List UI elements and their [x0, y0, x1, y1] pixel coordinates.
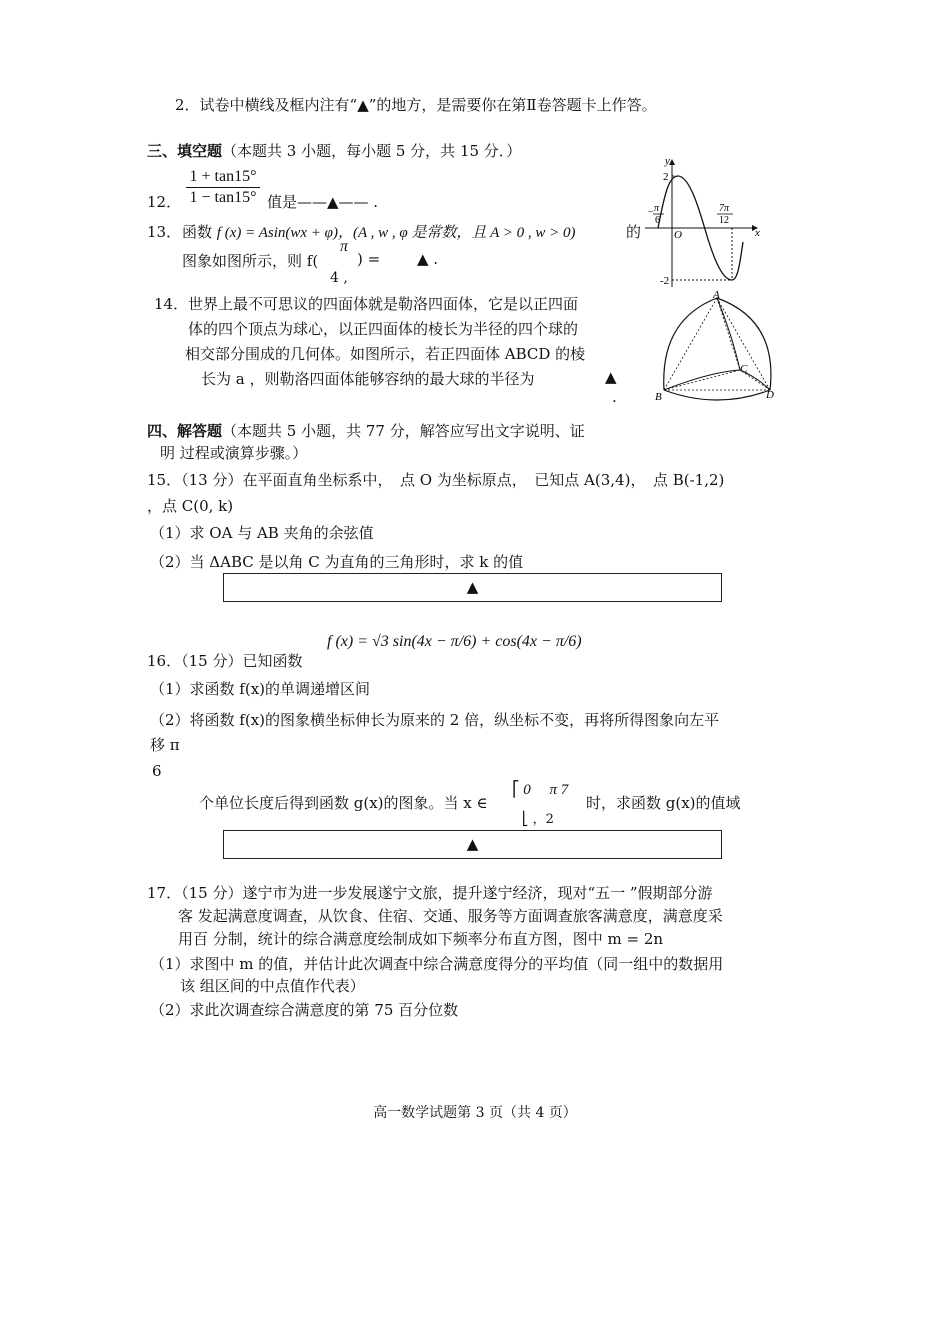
- q16-formula: f (x) = √3 sin(4x − π/6) + cos(4x − π/6): [327, 633, 582, 650]
- reuleaux-tetrahedron-figure: [650, 290, 785, 405]
- q12-numerator: 1 + tan15°: [186, 168, 260, 188]
- sine-graph: [645, 152, 765, 292]
- q16-part2-line3: 个单位长度后得到函数 g(x)的图象。当 x ∈: [199, 794, 488, 812]
- graph-neg-sign: −: [648, 207, 654, 218]
- q13-frac-bottom: 4 ,: [330, 270, 348, 286]
- q14-answer: ▲: [605, 368, 617, 386]
- q12-denominator: 1 − tan15°: [189, 189, 257, 206]
- q17-line1: 17．（15 分）遂宁市为进一步发展遂宁文旅，提升遂宁经济，现对“五一 ”假期部分游: [147, 884, 713, 902]
- section-3-meta: （本题共 3 小题，每小题 5 分，共 15 分．）: [222, 142, 522, 160]
- section-3-heading: [147, 140, 521, 161]
- q17-line3: 用百 分制，统计的综合满意度绘制成如下频率分布直方图，图中 m = 2n: [178, 930, 664, 948]
- q15-part2: （2）当 ΔABC 是以角 C 为直角的三角形时，求 k 的值: [150, 553, 524, 571]
- q13-conditions: ，(A , w , φ 是常数，且 A > 0 , w > 0): [337, 225, 576, 241]
- section-4-heading: [147, 420, 585, 441]
- q13-de: 的: [626, 223, 642, 241]
- q14-line3: 相交部分围成的几何体。如图所示，若正四面体 ABCD 的棱: [185, 345, 586, 363]
- q13-number: 13．: [147, 223, 182, 241]
- q15-line2: ，点 C(0, k): [147, 497, 234, 515]
- q17-line2: 客 发起满意度调查，从饮食、住宿、交通、服务等方面调查旅客满意度，满意度采: [178, 907, 723, 925]
- q14-line4: 长为 a ，则勒洛四面体能够容纳的最大球的半径为: [201, 370, 535, 388]
- exam-note-2: 2．试卷中横线及框内注有“▲”的地方，是需要你在第Ⅱ卷答题卡上作答。: [175, 96, 657, 114]
- q13-equals: ) =: [357, 250, 381, 268]
- section-4-title: 四、解答题: [147, 422, 223, 440]
- q13-lead: 函数: [182, 223, 213, 241]
- graph-neg-tick-num: π: [654, 203, 660, 214]
- q12-number: 12．: [147, 193, 182, 211]
- q16-answer-box: ▲: [223, 830, 722, 859]
- q13-frac-top: π: [340, 238, 349, 255]
- q15-line1: 15．（13 分）在平面直角坐标系中， 点 O 为坐标原点， 已知点 A(3,4)， 点 B(-1,2): [147, 471, 725, 489]
- graph-pos-tick-den: 12: [719, 215, 729, 226]
- q16-head: 16．（15 分）已知函数: [147, 652, 303, 670]
- vertex-a: A: [713, 290, 720, 301]
- q12-fraction: [186, 168, 260, 207]
- section-4-meta-1: （本题共 5 小题，共 77 分，解答应写出文字说明、证: [222, 422, 585, 440]
- page-footer: 高一数学试题第 3 页（共 4 页）: [373, 1105, 577, 1121]
- q15-answer-box: ▲: [223, 573, 722, 602]
- q16-interval-bottom: ⎣ ，2: [522, 812, 554, 827]
- q15-part1: （1）求 OA 与 AB 夹角的余弦值: [150, 524, 374, 542]
- q13-formula: f (x) = Asin(wx + φ): [216, 225, 338, 241]
- graph-y-label: y: [665, 155, 670, 167]
- vertex-b: B: [655, 391, 662, 403]
- q16-part1: （1）求函数 f(x)的单调递增区间: [150, 680, 371, 698]
- q16-part2-line2: 移 π: [150, 736, 180, 754]
- graph-y-min: -2: [660, 275, 670, 287]
- graph-neg-tick-den: 6: [655, 215, 660, 226]
- q16-interval-top: ⎡ 0 π 7: [512, 782, 569, 798]
- q14-line1: 世界上最不可思议的四面体就是勒洛四面体，它是以正四面: [188, 295, 579, 313]
- q14-dot: .: [612, 388, 617, 406]
- graph-y-max: 2: [663, 171, 669, 183]
- q16-part2-line1: （2）将函数 f(x)的图象横坐标伸长为原来的 2 倍，纵坐标不变，再将所得图象向左平: [150, 711, 720, 729]
- q16-part2-six: 6: [152, 762, 162, 780]
- section-4-meta-2: 明 过程或演算步骤。）: [160, 444, 308, 462]
- q14-line2: 体的四个顶点为球心，以正四面体的棱长为半径的四个球的: [188, 320, 579, 338]
- graph-origin: O: [674, 229, 682, 241]
- q13-line1: [182, 221, 576, 242]
- q17-part1-line1: （1）求图中 m 的值，并估计此次调查中综合满意度得分的平均值（同一组中的数据用: [150, 955, 724, 973]
- vertex-c: C: [740, 363, 748, 375]
- q17-part1-line2: 该 组区间的中点值作代表）: [180, 977, 365, 995]
- q16-part2-tail: 时，求函数 g(x)的值域: [586, 794, 741, 812]
- q12-text: 值是——▲—— .: [267, 193, 379, 211]
- graph-x-label: x: [755, 227, 760, 239]
- vertex-d: D: [766, 389, 774, 401]
- q14-number: 14．: [154, 295, 189, 313]
- graph-pos-tick-num: 7π: [719, 203, 730, 214]
- q17-part2: （2）求此次调查综合满意度的第 75 百分位数: [150, 1001, 459, 1019]
- section-3-title: 三、填空题: [147, 142, 223, 160]
- q13-line2: 图象如图所示，则 f(: [182, 252, 319, 270]
- q13-answer: ▲ .: [417, 250, 439, 268]
